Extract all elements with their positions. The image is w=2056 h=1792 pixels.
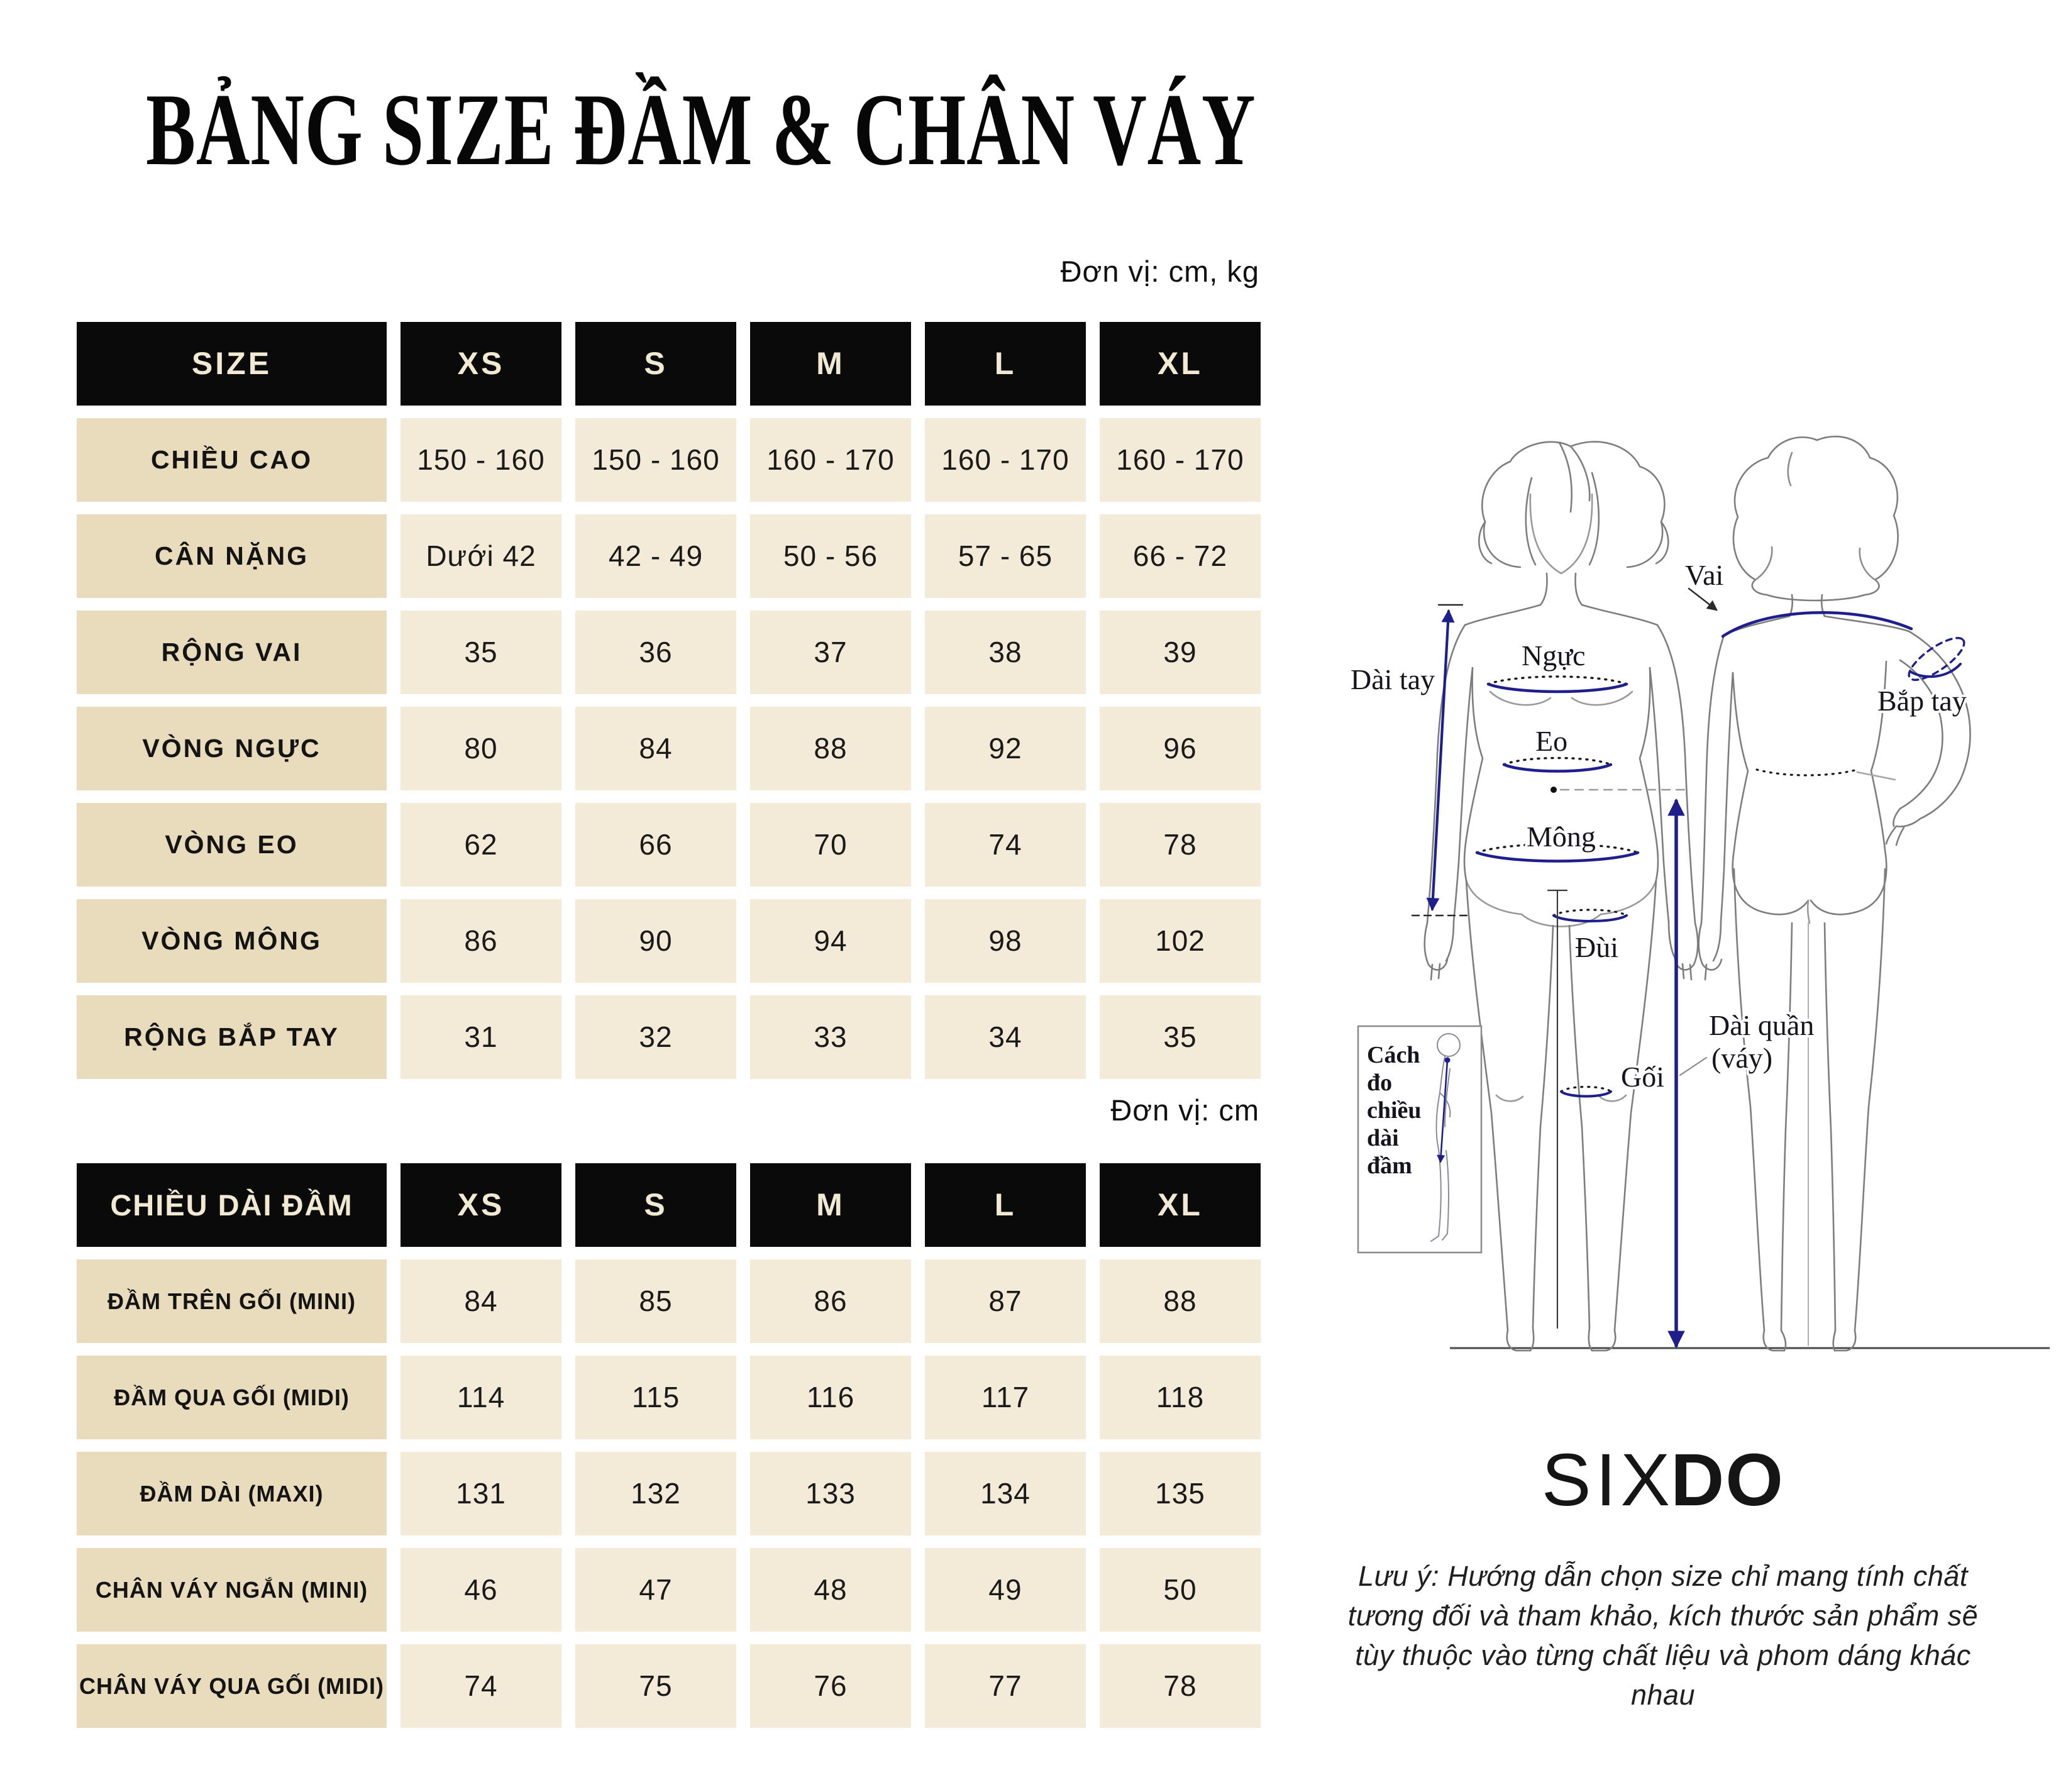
- value-cell: 31: [401, 995, 561, 1079]
- inset-word-4: dài: [1367, 1125, 1399, 1151]
- diagram-labels: [1351, 559, 1967, 1093]
- size-column-header: M: [750, 1163, 911, 1247]
- label-dai-quan-vay: (váy): [1711, 1042, 1773, 1074]
- dress-length-table: [77, 1163, 1261, 1728]
- value-cell: 34: [925, 995, 1086, 1079]
- value-cell: 46: [401, 1548, 561, 1632]
- row-label-cell: RỘNG VAI: [77, 611, 387, 694]
- label-eo: Eo: [1535, 725, 1568, 757]
- size-column-header: L: [925, 322, 1086, 406]
- value-cell: 131: [401, 1452, 561, 1535]
- size-column-header: XS: [401, 322, 561, 406]
- waist-measure-line: [1504, 765, 1611, 772]
- value-cell: 98: [925, 899, 1086, 983]
- value-cell: 35: [401, 611, 561, 694]
- value-cell: 160 - 170: [925, 418, 1086, 502]
- hip-measure-line: [1477, 853, 1638, 861]
- value-cell: 66: [575, 803, 736, 887]
- value-cell: 80: [401, 707, 561, 790]
- value-cell: 78: [1100, 803, 1261, 887]
- value-cell: 47: [575, 1548, 736, 1632]
- value-cell: 78: [1100, 1644, 1261, 1728]
- value-cell: 87: [925, 1259, 1086, 1343]
- value-cell: 57 - 65: [925, 514, 1086, 598]
- inset-word-3: chiều: [1367, 1097, 1422, 1124]
- label-bap-tay: Bắp tay: [1877, 685, 1967, 717]
- value-cell: 75: [575, 1644, 736, 1728]
- label-dai-quan: Dài quần: [1709, 1009, 1815, 1041]
- row-label-cell: CHÂN VÁY NGẮN (MINI): [77, 1548, 387, 1632]
- value-cell: 86: [401, 899, 561, 983]
- knee-measure-line: [1561, 1092, 1611, 1097]
- row-label-cell: CHIỀU CAO: [77, 418, 387, 502]
- measurement-diagram: [1289, 377, 2056, 1383]
- size-column-header: XL: [1100, 322, 1261, 406]
- value-cell: 39: [1100, 611, 1261, 694]
- value-cell: 66 - 72: [1100, 514, 1261, 598]
- sixdo-logo: [1327, 1439, 1999, 1522]
- size-column-header: XS: [401, 1163, 561, 1247]
- value-cell: 94: [750, 899, 911, 983]
- row-label-cell: ĐẦM TRÊN GỐI (MINI): [77, 1259, 387, 1343]
- value-cell: 70: [750, 803, 911, 887]
- label-nguc: Ngực: [1522, 639, 1586, 672]
- value-cell: 32: [575, 995, 736, 1079]
- back-figure: [1699, 436, 1970, 1351]
- value-cell: 96: [1100, 707, 1261, 790]
- value-cell: 132: [575, 1452, 736, 1535]
- thigh-measure-line: [1554, 915, 1627, 921]
- vai-pointer-arrow: [1689, 589, 1716, 610]
- value-cell: 117: [925, 1356, 1086, 1439]
- value-cell: 48: [750, 1548, 911, 1632]
- unit-label-body-table: Đơn vị: cm, kg: [1060, 255, 1259, 288]
- size-column-header: XL: [1100, 1163, 1261, 1247]
- value-cell: 74: [401, 1644, 561, 1728]
- row-label-cell: VÒNG NGỰC: [77, 707, 387, 790]
- value-cell: 160 - 170: [1100, 418, 1261, 502]
- value-cell: 90: [575, 899, 736, 983]
- dress-length-inset: [1358, 1026, 1481, 1253]
- inseam-plumb-line: [1548, 890, 1567, 1328]
- value-cell: 114: [401, 1356, 561, 1439]
- row-label-cell: VÒNG EO: [77, 803, 387, 887]
- value-cell: 35: [1100, 995, 1261, 1079]
- value-cell: 62: [401, 803, 561, 887]
- chest-measure-line: [1488, 684, 1627, 692]
- value-cell: 86: [750, 1259, 911, 1343]
- inset-word-1: Cách: [1367, 1042, 1420, 1068]
- logo-do: DO: [1671, 1439, 1785, 1522]
- inset-word-5: đầm: [1367, 1153, 1412, 1179]
- value-cell: 74: [925, 803, 1086, 887]
- row-label-cell: VÒNG MÔNG: [77, 899, 387, 983]
- upper-arm-measure-ellipse: [1903, 631, 1970, 687]
- label-goi: Gối: [1621, 1061, 1664, 1093]
- value-cell: 160 - 170: [750, 418, 911, 502]
- shoulder-measure-line: [1723, 612, 1911, 636]
- size-column-header: L: [925, 1163, 1086, 1247]
- value-cell: 76: [750, 1644, 911, 1728]
- value-cell: 33: [750, 995, 911, 1079]
- value-cell: 50 - 56: [750, 514, 911, 598]
- label-vai: Vai: [1685, 559, 1724, 591]
- footer: [1327, 1439, 1999, 1715]
- value-cell: 85: [575, 1259, 736, 1343]
- label-mong: Mông: [1527, 821, 1596, 853]
- size-column-header: S: [575, 322, 736, 406]
- row-label-cell: RỘNG BẮP TAY: [77, 995, 387, 1079]
- row-label-cell: CÂN NẶNG: [77, 514, 387, 598]
- value-cell: 92: [925, 707, 1086, 790]
- inset-word-2: đo: [1367, 1070, 1393, 1096]
- value-cell: 115: [575, 1356, 736, 1439]
- table-header-label: SIZE: [77, 322, 387, 406]
- value-cell: 84: [575, 707, 736, 790]
- table-header-label: CHIỀU DÀI ĐẦM: [77, 1163, 387, 1247]
- value-cell: 84: [401, 1259, 561, 1343]
- value-cell: 49: [925, 1548, 1086, 1632]
- value-cell: 133: [750, 1452, 911, 1535]
- value-cell: 38: [925, 611, 1086, 694]
- value-cell: 50: [1100, 1548, 1261, 1632]
- value-cell: 116: [750, 1356, 911, 1439]
- row-label-cell: CHÂN VÁY QUA GỐI (MIDI): [77, 1644, 387, 1728]
- body-measurements-table: [77, 322, 1261, 1079]
- page-title: BẢNG SIZE ĐẦM & CHÂN VÁY: [146, 72, 1256, 187]
- value-cell: 88: [1100, 1259, 1261, 1343]
- value-cell: 88: [750, 707, 911, 790]
- value-cell: 37: [750, 611, 911, 694]
- value-cell: 118: [1100, 1356, 1261, 1439]
- value-cell: 150 - 160: [575, 418, 736, 502]
- value-cell: 42 - 49: [575, 514, 736, 598]
- disclaimer-note: Lưu ý: Hướng dẫn chọn size chỉ mang tính chất tương đối và tham khảo, kích thước sản phẩm sẽ tùy thuộc vào từng chất liệu và phom dáng khác nhau: [1347, 1560, 1979, 1711]
- value-cell: Dưới 42: [401, 514, 561, 598]
- label-dai-tay: Dài tay: [1351, 663, 1435, 695]
- label-dui: Đùi: [1575, 931, 1618, 963]
- value-cell: 102: [1100, 899, 1261, 983]
- value-cell: 134: [925, 1452, 1086, 1535]
- value-cell: 150 - 160: [401, 418, 561, 502]
- size-column-header: M: [750, 322, 911, 406]
- row-label-cell: ĐẦM QUA GỐI (MIDI): [77, 1356, 387, 1439]
- size-column-header: S: [575, 1163, 736, 1247]
- value-cell: 135: [1100, 1452, 1261, 1535]
- unit-label-length-table: Đơn vị: cm: [1110, 1093, 1259, 1127]
- value-cell: 36: [575, 611, 736, 694]
- logo-six: SIX: [1541, 1439, 1675, 1522]
- value-cell: 77: [925, 1644, 1086, 1728]
- row-label-cell: ĐẦM DÀI (MAXI): [77, 1452, 387, 1535]
- arm-length-arrow: [1432, 611, 1449, 909]
